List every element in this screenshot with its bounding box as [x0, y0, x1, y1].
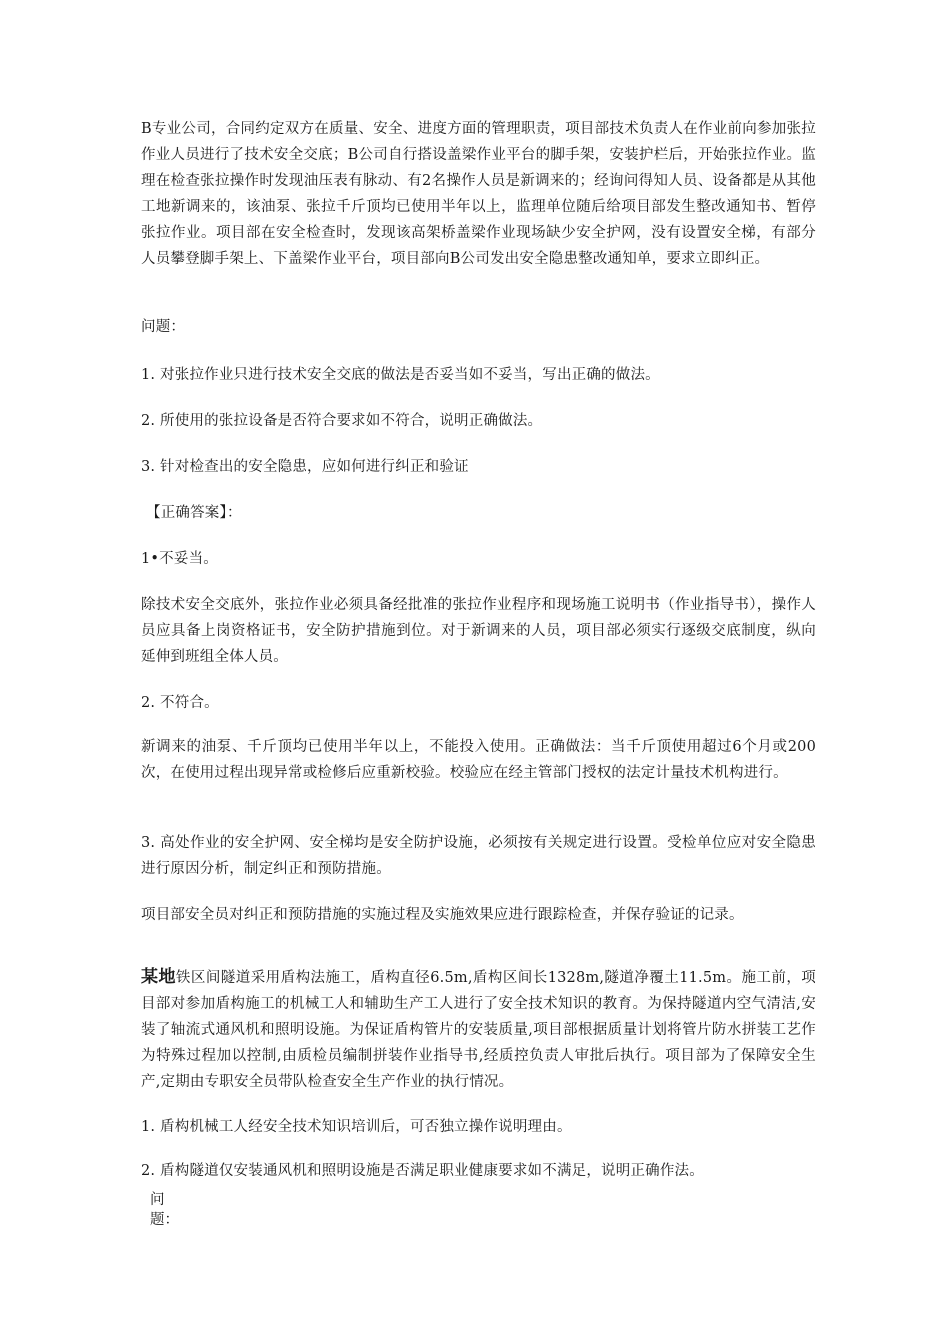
- answer-3-body: 3. 高处作业的安全护网、安全梯均是安全防护设施，必须按有关规定进行设置。受检单位应对安全隐患进行原因分析，制定纠正和预防措施。: [141, 835, 816, 877]
- case2-question-label: 问题：: [150, 1192, 179, 1228]
- answer-2-title: 2. 不符合。: [141, 695, 219, 711]
- case2-question-1: 1. 盾构机械工人经安全技术知识培训后，可否独立操作说明理由。: [141, 1119, 572, 1135]
- answer-2-body: 新调来的油泵、千斤顶均已使用半年以上，不能投入使用。正确做法：当千斤顶使用超过6个月或200次，在使用过程出现异常或检修后应重新校验。校验应在经主管部门授权的法定计量技术机构进行。: [141, 739, 816, 781]
- case1-question-2: 2. 所使用的张拉设备是否符合要求如不符合，说明正确做法。: [141, 413, 543, 429]
- answer-1-title: 1•不妥当。: [141, 551, 218, 567]
- case1-question-3: 3. 针对检查出的安全隐患，应如何进行纠正和验证: [141, 459, 469, 475]
- case2-question-2: 2. 盾构隧道仅安装通风机和照明设施是否满足职业健康要求如不满足，说明正确作法。: [141, 1163, 704, 1179]
- case1-question-1: 1. 对张拉作业只进行技术安全交底的做法是否妥当如不妥当，写出正确的做法。: [141, 367, 660, 383]
- case2-intro-text: 铁区间隧道采用盾构法施工，盾构直径6.5m,盾构区间长1328m,隧道净覆土11.5m。施工前，项目部对参加盾构施工的机械工人和辅助生产工人进行了安全技术知识的教育。为保持隧道内空气清洁,安装了轴流式通风机和照明设施。为保证盾构管片的安装质量,项目部根据质量计划将管片防水拼装工艺作为特殊过程加以控制,由质检员编制拼装作业指导书,经质控负责人审批后执行。项目部为了保障安全生产,定期由专职安全员带队检查安全生产作业的执行情况。: [141, 970, 816, 1090]
- case1-question-label: 问题：: [141, 319, 186, 335]
- answer-label: 【正确答案】：: [146, 505, 242, 521]
- answer-3-extra: 项目部安全员对纠正和预防措施的实施过程及实施效果应进行跟踪检查，并保存验证的记录。: [141, 907, 744, 923]
- case2-intro: [141, 964, 816, 1095]
- case1-intro: B专业公司，合同约定双方在质量、安全、进度方面的管理职责，项目部技术负责人在作业前向参加张拉作业人员进行了技术安全交底；B公司自行搭设盖梁作业平台的脚手架，安装护栏后，开始张拉作业。监理在检查张拉操作时发现油压表有脉动、有2名操作人员是新调来的；经询问得知人员、设备都是从其他工地新调来的，该油泵、张拉千斤顶均已使用半年以上，监理单位随后给项目部发生整改通知书、暂停张拉作业。项目部在安全检查时，发现该高架桥盖梁作业现场缺少安全护网，没有设置安全梯，有部分人员攀登脚手架上、下盖梁作业平台，项目部向B公司发出安全隐患整改通知单，要求立即纠正。: [141, 121, 816, 267]
- answer-1-body: 除技术安全交底外，张拉作业必须具备经批准的张拉作业程序和现场施工说明书（作业指导书），操作人员应具备上岗资格证书，安全防护措施到位。对于新调来的人员，项目部必须实行逐级交底制度，纵向延伸到班组全体人员。: [141, 597, 816, 665]
- case2-lead: 某地: [141, 967, 176, 987]
